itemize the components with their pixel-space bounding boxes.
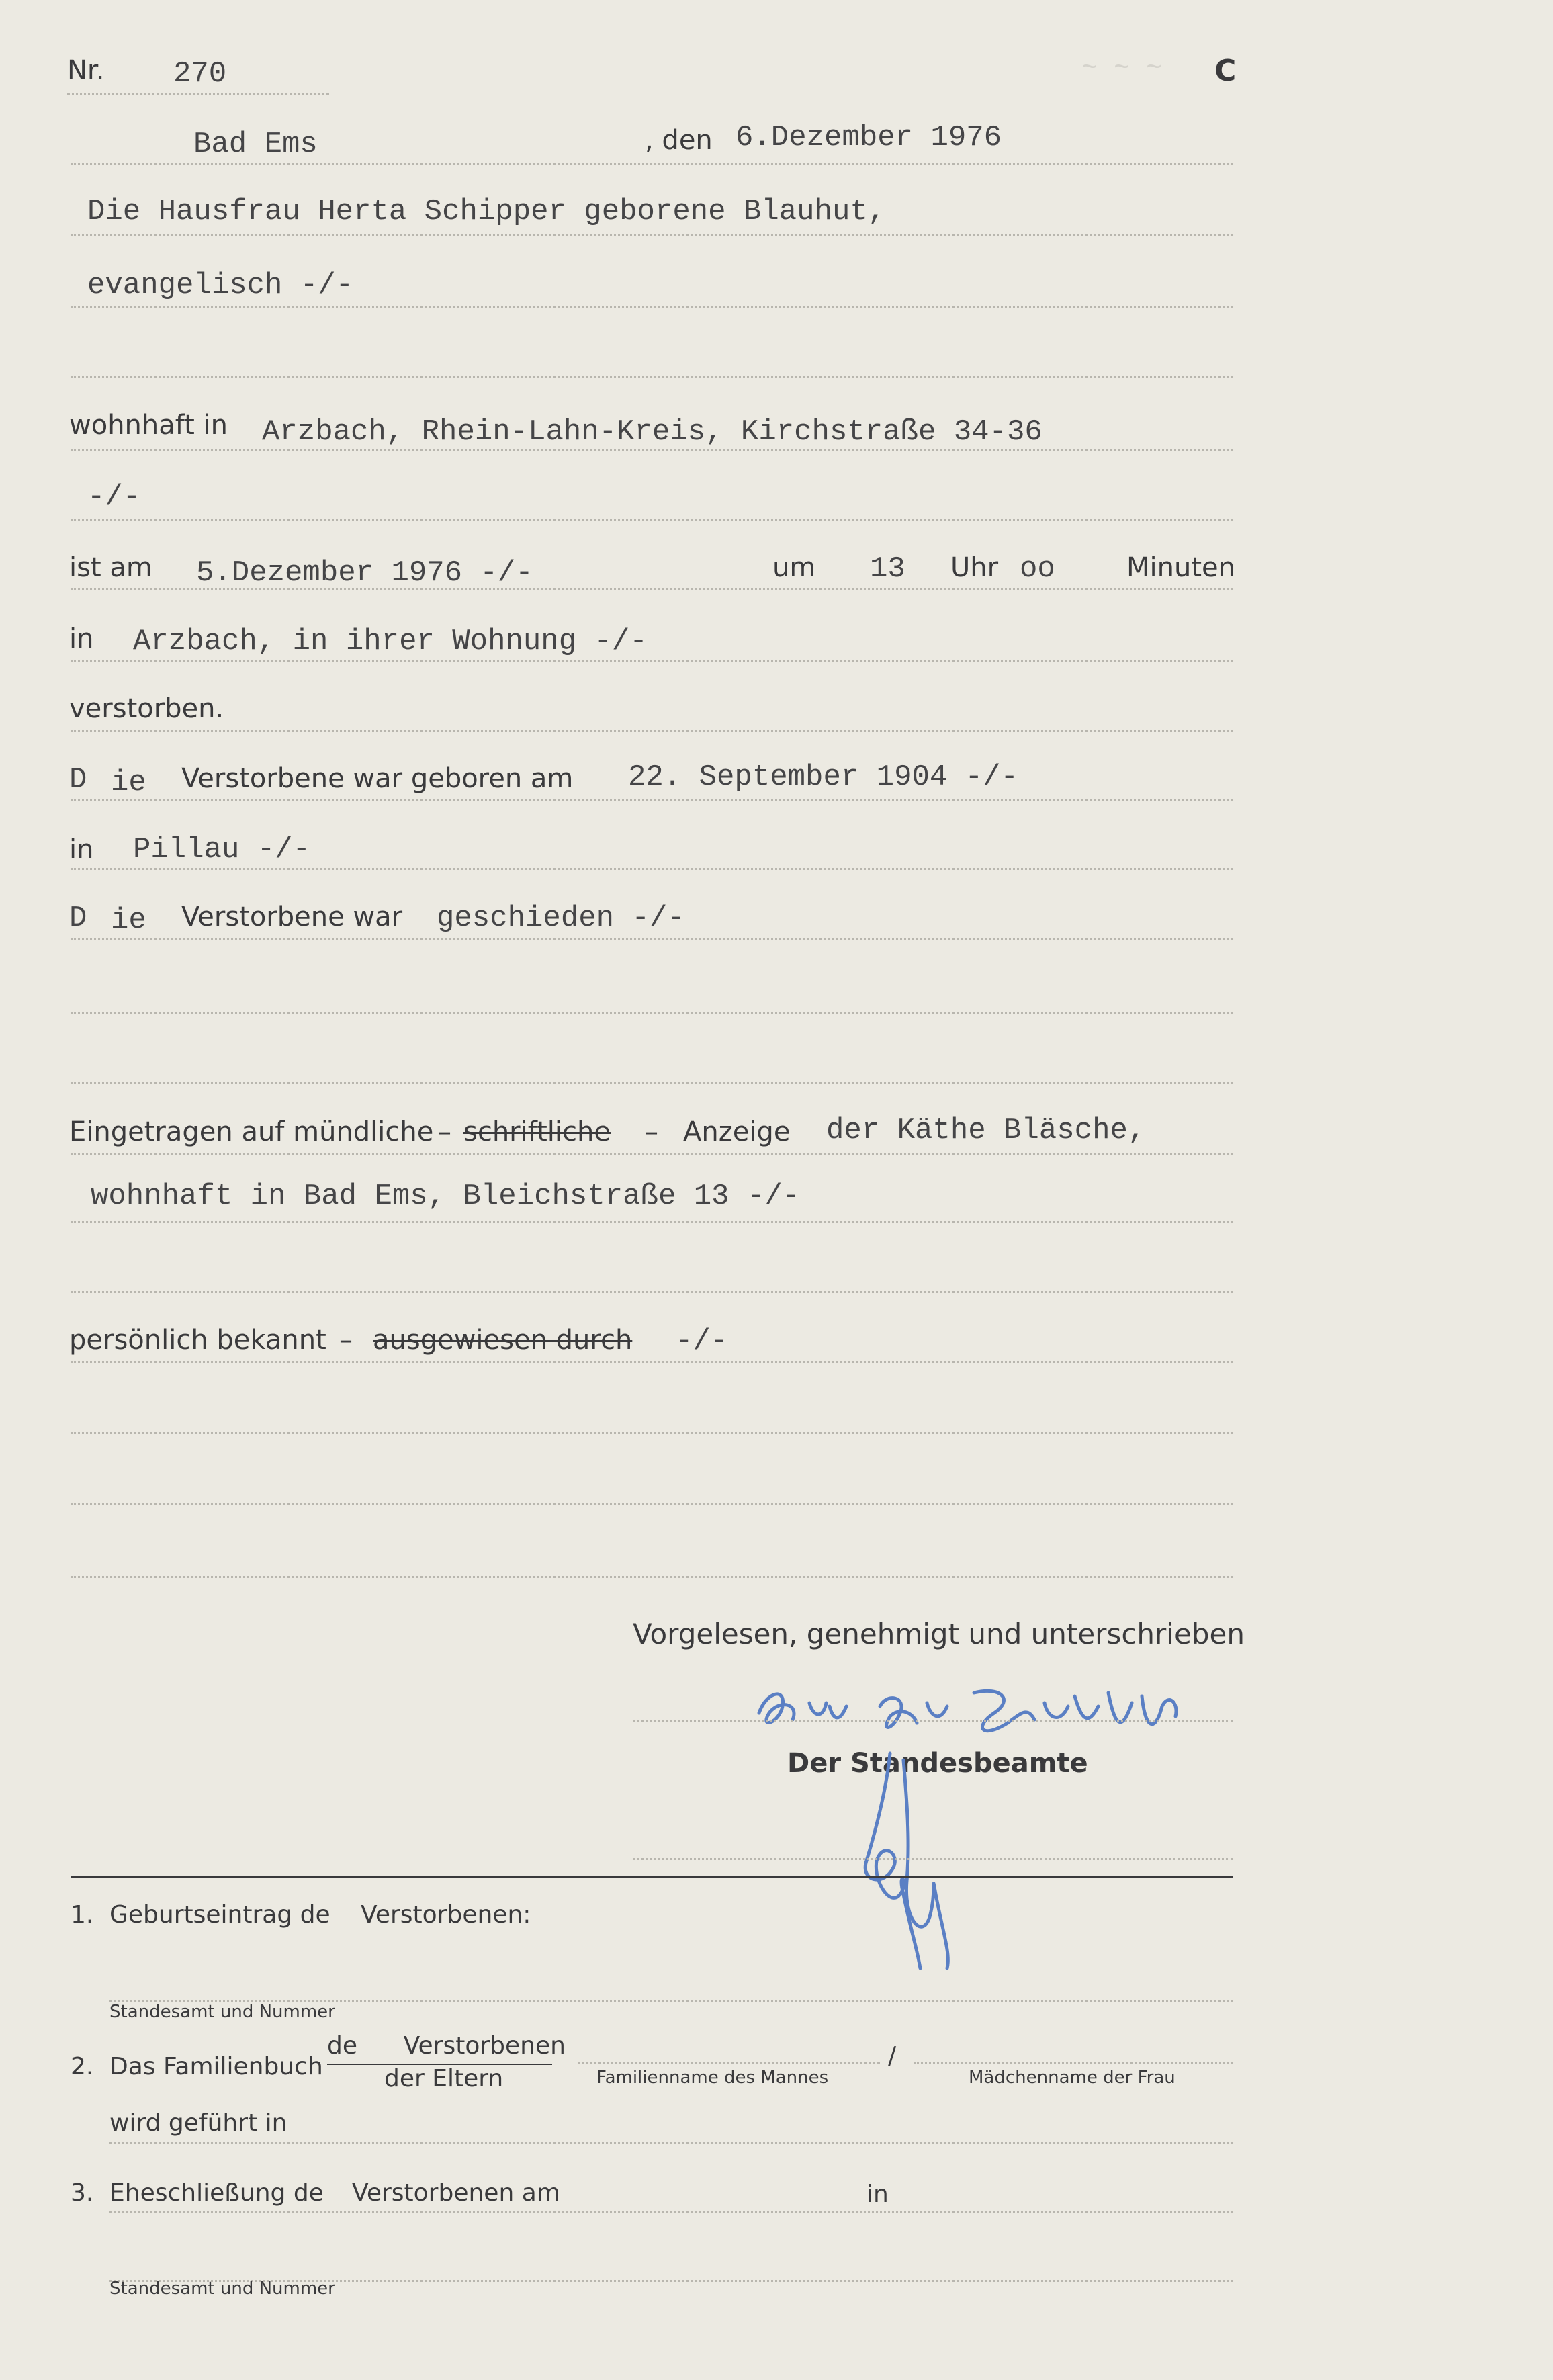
- item3-mid: Verstorbenen am: [352, 2179, 560, 2207]
- marital-prefix: D: [69, 901, 87, 935]
- in-label-birth: in: [69, 834, 94, 865]
- item2-num: 2.: [71, 2053, 94, 2080]
- line-6: [71, 519, 1233, 521]
- marital-ie: ie: [111, 903, 146, 937]
- birth-ie: ie: [111, 766, 146, 799]
- line-21: [71, 1576, 1233, 1578]
- item1-suffix: Verstorbenen:: [361, 1901, 531, 1929]
- read-approved-line: Vorgelesen, genehmigt und unterschrieben: [633, 1618, 1245, 1650]
- address-cont: -/-: [87, 480, 141, 514]
- item1-sub: Standesamt und Nummer: [109, 2002, 335, 2022]
- line-18: [71, 1361, 1233, 1363]
- registration-struck: schriftliche: [463, 1116, 611, 1147]
- informant-signature: [746, 1666, 1202, 1753]
- religion-line: evangelisch -/-: [87, 269, 354, 302]
- um-label: um: [772, 552, 816, 583]
- minuten-label: Minuten: [1126, 552, 1235, 583]
- item2-cont-line: [109, 2142, 1233, 2144]
- verstorben-label: verstorben.: [69, 693, 224, 724]
- birth-place: Pillau -/-: [133, 833, 311, 867]
- registration-dash-2: –: [645, 1116, 658, 1147]
- line-16: [71, 1221, 1233, 1223]
- section-rule: [71, 1876, 1233, 1878]
- item2-cont: wird geführt in: [109, 2109, 287, 2137]
- death-hour: 13: [870, 552, 905, 586]
- informant: der Käthe Bläsche,: [826, 1114, 1146, 1147]
- item1-num: 1.: [71, 1901, 94, 1929]
- line-10: [71, 799, 1233, 801]
- item2-fraction-top: de Verstorbenen: [327, 2032, 566, 2060]
- registration-label-end: Anzeige: [683, 1116, 791, 1147]
- registration-label-start: Eingetragen auf mündliche: [69, 1116, 434, 1147]
- birth-date: 22. September 1904 -/-: [628, 760, 1018, 794]
- nr-value: 270: [173, 57, 227, 91]
- line-13: [71, 1012, 1233, 1014]
- signature-line-official: [633, 1858, 1233, 1860]
- address: Arzbach, Rhein-Lahn-Kreis, Kirchstraße 34-36: [262, 415, 1042, 449]
- birth-label: Verstorbene war geboren am: [181, 763, 574, 794]
- item3-label: Eheschließung de: [109, 2179, 324, 2207]
- person-name-line: Die Hausfrau Herta Schipper geborene Blauhut,: [87, 195, 886, 228]
- line-15: [71, 1153, 1233, 1155]
- item2-label: Das Familienbuch: [109, 2053, 323, 2080]
- line-4: [71, 376, 1233, 378]
- item2-slash: /: [888, 2042, 897, 2070]
- line-9: [71, 730, 1233, 732]
- item3-line: [109, 2211, 1233, 2213]
- bleed-through: ~ ~ ~: [1081, 54, 1163, 84]
- line-8: [71, 660, 1233, 662]
- line-1: [71, 163, 1233, 165]
- line-3: [71, 306, 1233, 308]
- known-struck: ausgewiesen durch: [373, 1325, 633, 1356]
- item2-husband-line: [578, 2062, 880, 2064]
- known-dash: –: [339, 1325, 353, 1356]
- line-20: [71, 1503, 1233, 1505]
- line-7: [71, 588, 1233, 590]
- wohnhaft-label: wohnhaft in: [69, 410, 228, 441]
- den-label: , den: [645, 125, 713, 156]
- marital-label: Verstorbene war: [181, 901, 403, 932]
- item3-in: in: [867, 2180, 889, 2208]
- uhr-label: Uhr: [950, 552, 999, 583]
- in-label-death: in: [69, 623, 94, 654]
- informant-address: wohnhaft in Bad Ems, Bleichstraße 13 -/-: [91, 1180, 801, 1213]
- item2-fraction-bottom: der Eltern: [384, 2065, 504, 2092]
- signature-line-informant: [633, 1720, 1233, 1722]
- line-2: [71, 234, 1233, 236]
- official-title: Der Standesbeamte: [787, 1748, 1088, 1779]
- known-suffix: -/-: [675, 1325, 729, 1358]
- corner-mark: C: [1214, 54, 1237, 88]
- item2-wife-line: [914, 2062, 1233, 2064]
- birth-prefix: D: [69, 763, 87, 797]
- line-14: [71, 1082, 1233, 1084]
- registration-dash-1: –: [438, 1116, 451, 1147]
- ist-am-label: ist am: [69, 552, 152, 583]
- known-label: persönlich bekannt: [69, 1325, 326, 1356]
- line-17: [71, 1291, 1233, 1293]
- line-11: [71, 868, 1233, 870]
- place: Bad Ems: [193, 128, 318, 161]
- marital-status: geschieden -/-: [437, 901, 685, 935]
- line-5: [71, 449, 1233, 451]
- date: 6.Dezember 1976: [736, 121, 1002, 155]
- death-place: Arzbach, in ihrer Wohnung -/-: [133, 625, 648, 658]
- item2-wife-caption: Mädchenname der Frau: [969, 2068, 1175, 2088]
- item1-label: Geburtseintrag de: [109, 1901, 330, 1929]
- item3-num: 3.: [71, 2179, 94, 2207]
- death-minutes: oo: [1020, 552, 1055, 586]
- nr-underline: [67, 93, 329, 95]
- nr-label: Nr.: [67, 55, 105, 86]
- line-12: [71, 938, 1233, 940]
- line-19: [71, 1432, 1233, 1434]
- death-date: 5.Dezember 1976 -/-: [196, 556, 533, 590]
- official-signature: [836, 1747, 971, 1975]
- item3-sub: Standesamt und Nummer: [109, 2279, 335, 2299]
- item2-husband-caption: Familienname des Mannes: [596, 2068, 829, 2088]
